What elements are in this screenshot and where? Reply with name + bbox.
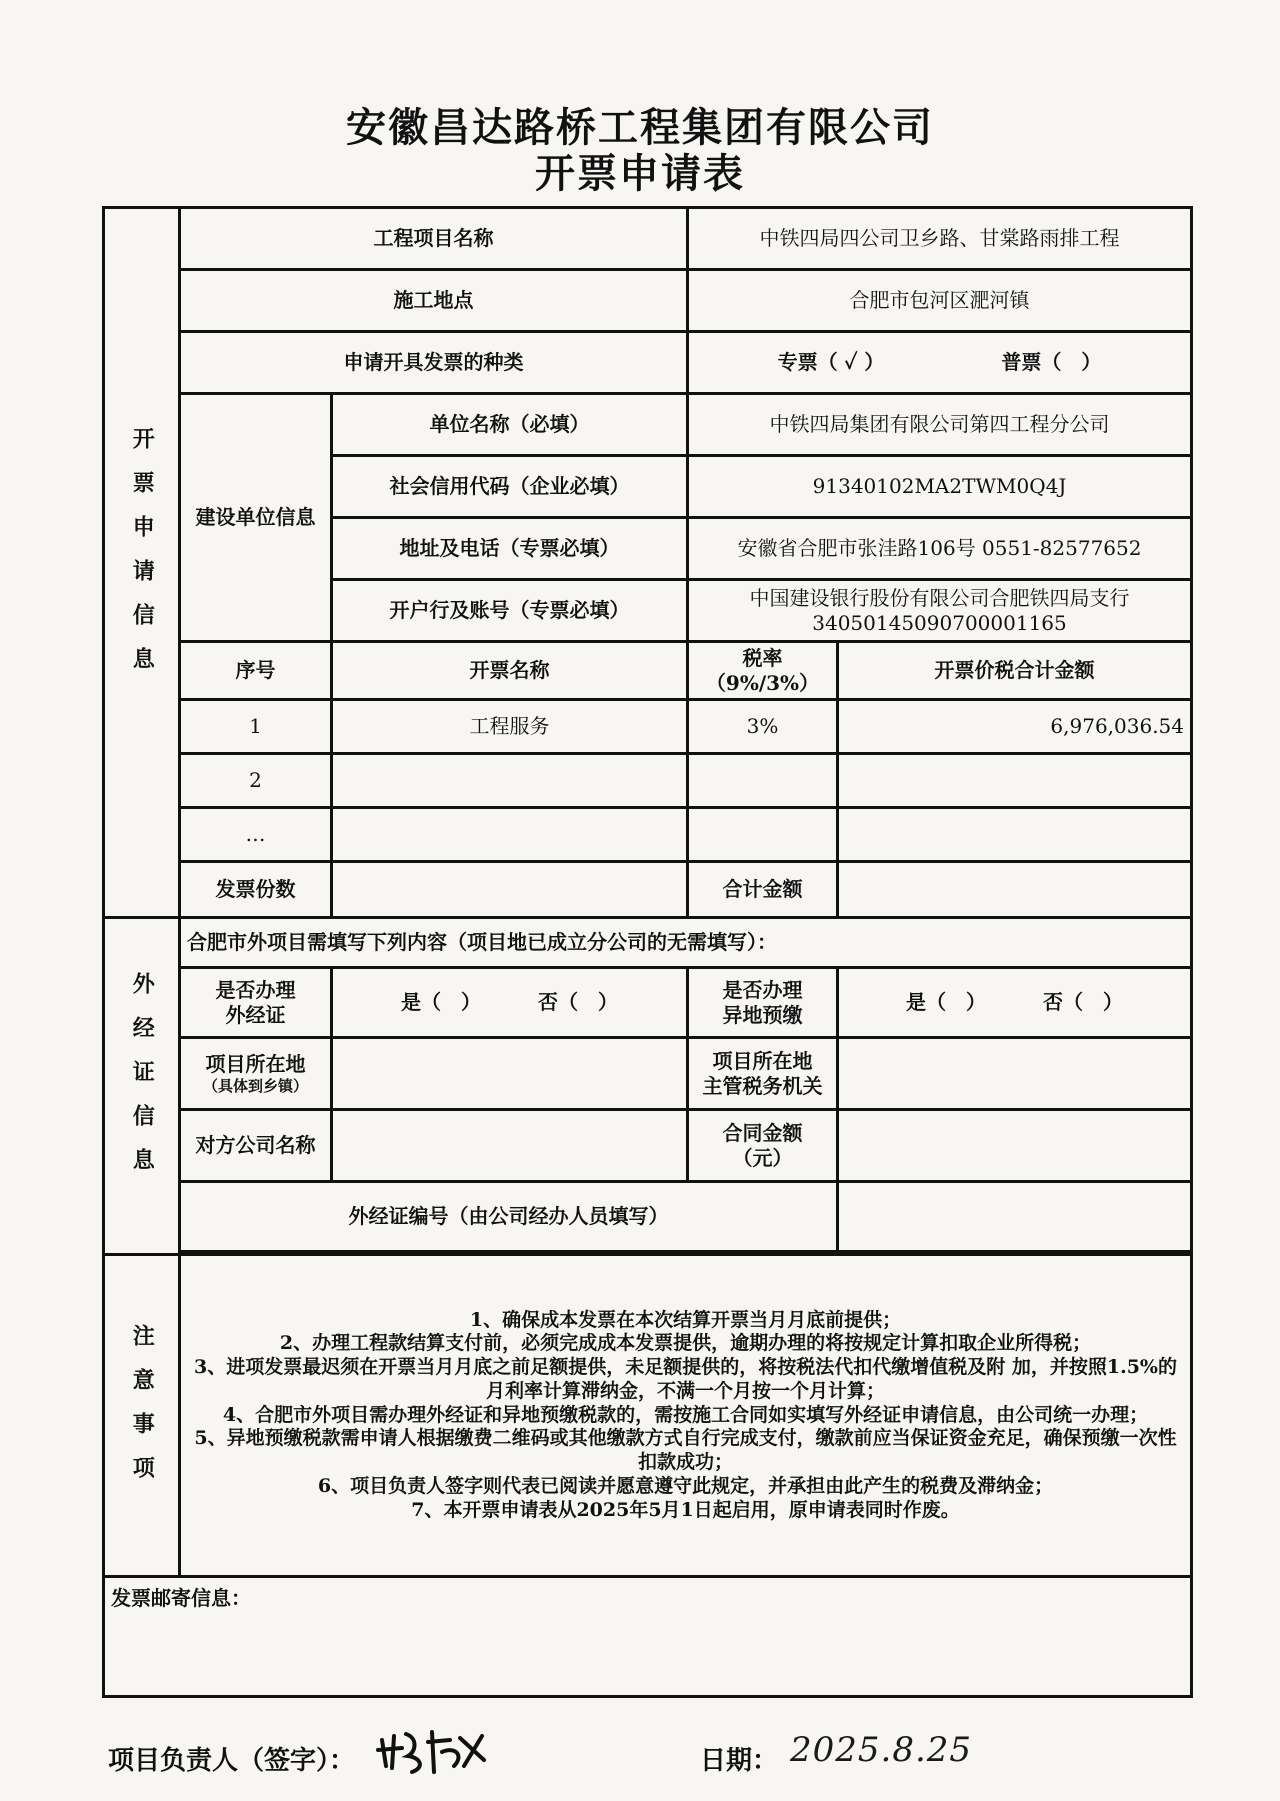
address-label: 地址及电话（专票必填） (332, 518, 688, 580)
bank-value-cell[interactable] (688, 580, 1192, 642)
prepay-question-label: 是否办理 异地预缴 (688, 968, 838, 1038)
cert-options (332, 968, 688, 1038)
note-item: 4、合肥市外项目需办理外经证和异地预缴税款的，需按施工合同如实填写外经证申请信息，由公司统一办理； (222, 1403, 1149, 1426)
cert-question-label: 是否办理 外经证 (180, 968, 332, 1038)
col-header-amount: 开票价税合计金额 (838, 642, 1192, 700)
project-location-label (180, 1038, 332, 1110)
project-name-value[interactable]: 中铁四局四公司卫乡路、甘棠路雨排工程 (688, 208, 1192, 270)
section-label-invoice-info (104, 208, 180, 918)
total-amount-label: 合计金额 (688, 862, 838, 918)
section-notes-text: 注意事项 (129, 1323, 156, 1500)
table-row (104, 754, 1192, 808)
note-item: 1、确保成本发票在本次结算开票当月月底前提供； (469, 1308, 902, 1331)
external-intro: 合肥市外项目需填写下列内容（项目地已成立分公司的无需填写）： (180, 918, 1192, 968)
col-header-no: 序号 (180, 642, 332, 700)
row-amount[interactable] (838, 808, 1192, 862)
project-location-value[interactable] (332, 1038, 688, 1110)
notes-list (180, 1255, 1192, 1577)
section-invoice-info-text: 开票申请信息 (129, 426, 156, 691)
project-name-label: 工程项目名称 (180, 208, 688, 270)
note-item: 5、异地预缴税款需申请人根据缴费二维码或其他缴款方式自行完成支付，缴款前应当保证资金充足，确保预缴一次性扣款成功； (194, 1427, 1177, 1474)
unit-name-value[interactable]: 中铁四局集团有限公司第四工程分公司 (688, 394, 1192, 456)
cert-no-checkbox[interactable]: 否（ ） (537, 990, 618, 1014)
credit-code-label: 社会信用代码（企业必填） (332, 456, 688, 518)
invoice-count-value[interactable] (332, 862, 688, 918)
tax-office-value[interactable] (838, 1038, 1192, 1110)
builder-info-label: 建设单位信息 (180, 394, 332, 642)
row-name[interactable] (332, 808, 688, 862)
tax-office-label: 项目所在地 主管税务机关 (688, 1038, 838, 1110)
invoice-type-label: 申请开具发票的种类 (180, 332, 688, 394)
table-row (104, 808, 1192, 862)
contract-amount-label: 合同金额 （元） (688, 1110, 838, 1182)
invoice-count-label: 发票份数 (180, 862, 332, 918)
note-item: 6、项目负责人签字则代表已阅读并愿意遵守此规定，并承担由此产生的税费及滞纳金； (317, 1474, 1054, 1497)
total-amount-value[interactable] (838, 862, 1192, 918)
section-label-notes (104, 1255, 180, 1577)
form-title: 开票申请表 (535, 151, 745, 197)
special-invoice-checkbox[interactable]: 专票（ ✓ ） (777, 350, 885, 374)
invoice-type-options (688, 332, 1192, 394)
row-rate[interactable] (688, 754, 838, 808)
credit-code-value[interactable]: 91340102MA2TWM0Q4J (688, 456, 1192, 518)
table-row (104, 700, 1192, 754)
project-location-text: 项目所在地 (205, 1051, 306, 1076)
cert-yes-checkbox[interactable]: 是（ ） (401, 990, 482, 1014)
company-title: 安徽昌达路桥工程集团有限公司 (346, 105, 934, 151)
invoice-application-form (102, 206, 1193, 1698)
row-amount[interactable]: 6,976,036.54 (838, 700, 1192, 754)
row-amount[interactable] (838, 754, 1192, 808)
col-header-name: 开票名称 (332, 642, 688, 700)
normal-invoice-checkbox[interactable]: 普票（ ） (1001, 350, 1102, 374)
date-label: 日期： (700, 1746, 779, 1776)
bank-label: 开户行及账号（专票必填） (332, 580, 688, 642)
col-header-rate: 税率（9%/3%） (688, 642, 838, 700)
counterparty-value[interactable] (332, 1110, 688, 1182)
handwritten-date: 2025.8.25 (790, 1730, 973, 1770)
address-value[interactable]: 安徽省合肥市张洼路106号 0551-82577652 (688, 518, 1192, 580)
counterparty-label: 对方公司名称 (180, 1110, 332, 1182)
row-no: … (180, 808, 332, 862)
mailing-info-cell[interactable] (104, 1577, 1192, 1697)
handwritten-signature (372, 1722, 490, 1778)
manager-signature-label: 项目负责人（签字）： (108, 1746, 356, 1776)
row-rate[interactable] (688, 808, 838, 862)
site-value[interactable]: 合肥市包河区淝河镇 (688, 270, 1192, 332)
project-location-sub: （具体到乡镇） (202, 1076, 308, 1095)
note-item: 7、本开票申请表从2025年5月1日起启用，原申请表同时作废。 (411, 1498, 960, 1521)
row-rate[interactable]: 3% (688, 700, 838, 754)
section-external-cert-text: 外经证信息 (129, 972, 156, 1193)
site-label: 施工地点 (180, 270, 688, 332)
bank-account: 340501450907000011​65 (812, 610, 1067, 635)
prepay-yes-checkbox[interactable]: 是（ ） (906, 990, 987, 1014)
prepay-options (838, 968, 1192, 1038)
mailing-info-label: 发票邮寄信息： (111, 1586, 251, 1610)
contract-amount-value[interactable] (838, 1110, 1192, 1182)
unit-name-label: 单位名称（必填） (332, 394, 688, 456)
note-item: 3、进项发票最迟须在开票当月月底之前足额提供，未足额提供的，将按税法代扣代缴增值税及附 加，并按照1.5%的月利率计算滞纳金，不满一个月按一个月计算； (194, 1356, 1177, 1402)
section-label-external-cert (104, 918, 180, 1255)
note-item: 2、办理工程款结算支付前，必须完成成本发票提供，逾期办理的将按规定计算扣取企业所得税； (279, 1332, 1092, 1355)
cert-number-value[interactable] (838, 1182, 1192, 1252)
row-name[interactable] (332, 754, 688, 808)
cert-number-label: 外经证编号（由公司经办人员填写） (180, 1182, 838, 1252)
row-name[interactable]: 工程服务 (332, 700, 688, 754)
prepay-no-checkbox[interactable]: 否（ ） (1042, 990, 1123, 1014)
row-no: 1 (180, 700, 332, 754)
row-no: 2 (180, 754, 332, 808)
bank-name: 中国建设银行股份有限公司合肥铁四局支行 (749, 585, 1130, 610)
